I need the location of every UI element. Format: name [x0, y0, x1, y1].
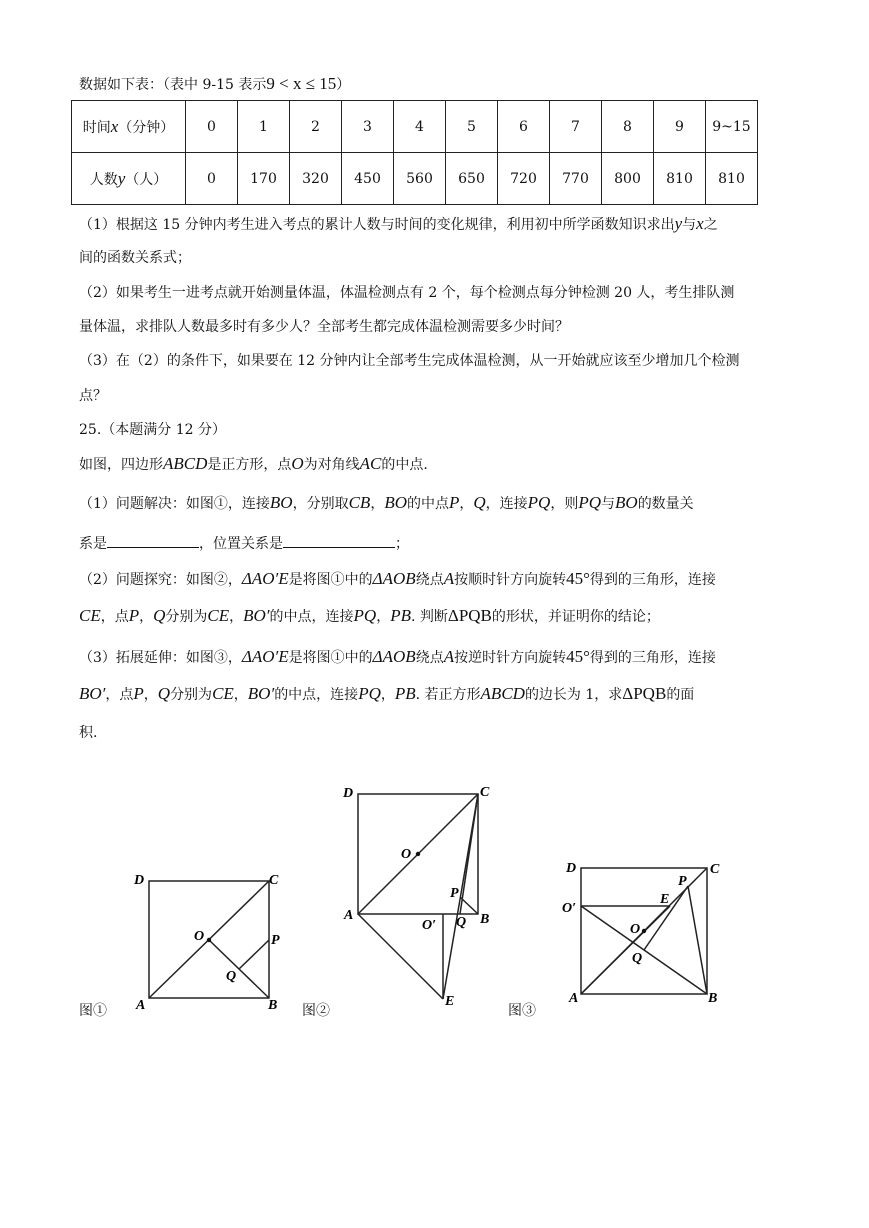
table-cell: 770 — [550, 153, 602, 205]
q2-line1: （2）如果考生一进考点就开始测量体温，体温检测点有 2 个，每个检测点每分钟检测 20 人，考生排队测 — [79, 285, 735, 301]
label-e: E — [660, 892, 670, 907]
point-o — [416, 852, 420, 856]
answer-blank[interactable] — [283, 533, 395, 548]
table-cell: 0 — [186, 101, 238, 153]
intro-suffix: ） — [336, 77, 351, 93]
p25-s3-line2: BO′，点P，Q分别为CE，BO′的中点，连接PQ，PB. 若正方形ABCD的边长为 1，求ΔPQB的面 — [79, 684, 695, 703]
figure-2-caption: 图② — [302, 1003, 330, 1019]
table-cell: 810 — [706, 153, 758, 205]
label-a: A — [136, 998, 146, 1013]
label-q: Q — [632, 951, 643, 966]
label-b: B — [480, 912, 490, 927]
point-o — [642, 929, 646, 933]
label-q: Q — [456, 915, 467, 930]
label-b: B — [268, 998, 278, 1013]
table-cell: 810 — [654, 153, 706, 205]
label-o: O — [630, 922, 641, 937]
table-row — [72, 153, 758, 205]
table-cell: 2 — [290, 101, 342, 153]
figure-2 — [340, 780, 500, 1012]
table-cell: 650 — [446, 153, 498, 205]
answer-blank[interactable] — [107, 533, 199, 548]
label-d: D — [566, 861, 577, 876]
segment-pb — [460, 897, 478, 914]
figure-3 — [560, 855, 730, 1010]
label-o: O — [194, 929, 205, 944]
table-cell: 3 — [342, 101, 394, 153]
p25-s2-line1: （2）问题探究：如图②，ΔAO′E是将图①中的ΔAOB绕点A按顺时针方向旋转45°得到的三角形，连接 — [79, 569, 716, 588]
intro-text: 数据如下表：（表中 9-15 表示 — [79, 77, 267, 93]
label-e: E — [445, 994, 455, 1009]
table-cell: 9~15 — [706, 101, 758, 153]
table-cell: 9 — [654, 101, 706, 153]
label-p: P — [678, 874, 687, 889]
label-q: Q — [226, 969, 237, 984]
p25-s1-line1: （1）问题解决：如图①，连接BO，分别取CB，BO的中点P，Q，连接PQ，则PQ与BO的数量关 — [79, 493, 694, 512]
table-row — [72, 101, 758, 153]
table-cell: 450 — [342, 153, 394, 205]
table-cell: 0 — [186, 153, 238, 205]
label-o-prime: O′ — [562, 901, 577, 916]
row-header-people: 人数y（人） — [72, 153, 186, 205]
p25-heading: 25.（本题满分 12 分） — [79, 422, 226, 438]
intro-range: 9 < x ≤ 15 — [266, 74, 337, 93]
p25-s2-line2: CE，点P，Q分别为CE，BO′的中点，连接PQ，PB. 判断ΔPQB的形状，并证明你的结论； — [79, 606, 660, 625]
q3-line1: （3）在（2）的条件下，如果要在 12 分钟内让全部考生完成体温检测，从一开始就应该至少增加几个检测 — [79, 353, 740, 369]
p25-s3-line1: （3）拓展延伸：如图③，ΔAO′E是将图①中的ΔAOB绕点A按逆时针方向旋转45°得到的三角形，连接 — [79, 647, 716, 666]
table-cell: 800 — [602, 153, 654, 205]
p25-intro: 如图，四边形ABCD是正方形，点O为对角线AC的中点. — [79, 454, 428, 473]
label-d: D — [343, 786, 354, 801]
label-a: A — [569, 991, 579, 1006]
q1-line1: （1）根据这 15 分钟内考生进入考点的累计人数与时间的变化规律，利用初中所学函数知识求出y与x之 — [79, 214, 718, 233]
label-c: C — [710, 862, 720, 877]
figure-3-caption: 图③ — [508, 1003, 536, 1019]
p25-s1-line2: 系是 ，位置关系是 ； — [79, 533, 409, 554]
segment-cq — [460, 794, 478, 914]
table-cell: 1 — [238, 101, 290, 153]
label-a: A — [344, 908, 354, 923]
table-cell: 4 — [394, 101, 446, 153]
table-intro — [79, 74, 350, 95]
point-o — [207, 938, 211, 942]
label-p: P — [450, 886, 459, 901]
figure-1 — [128, 868, 288, 1013]
q2-line2: 量体温，求排队人数最多时有多少人？全部考生都完成体温检测需要多少时间？ — [79, 319, 569, 335]
table-cell: 7 — [550, 101, 602, 153]
label-c: C — [480, 785, 490, 800]
q1-line2: 间的函数关系式； — [79, 250, 191, 266]
segment-pb — [688, 886, 707, 994]
label-c: C — [269, 873, 279, 888]
table-cell: 320 — [290, 153, 342, 205]
table-cell: 8 — [602, 101, 654, 153]
table-cell: 560 — [394, 153, 446, 205]
label-o: O — [401, 847, 412, 862]
table-cell: 170 — [238, 153, 290, 205]
table-cell: 720 — [498, 153, 550, 205]
segment-ae — [581, 906, 670, 994]
segment-pq — [239, 940, 269, 969]
label-p: P — [271, 933, 280, 948]
data-table — [71, 100, 758, 205]
row-header-time: 时间x（分钟） — [72, 101, 186, 153]
q3-line2: 点？ — [79, 388, 107, 404]
table-cell: 5 — [446, 101, 498, 153]
label-d: D — [134, 873, 145, 888]
label-o-prime: O′ — [422, 918, 437, 933]
label-b: B — [708, 991, 718, 1006]
table-cell: 6 — [498, 101, 550, 153]
p25-s3-line3: 积. — [79, 725, 98, 741]
figure-1-caption: 图① — [79, 1003, 107, 1019]
